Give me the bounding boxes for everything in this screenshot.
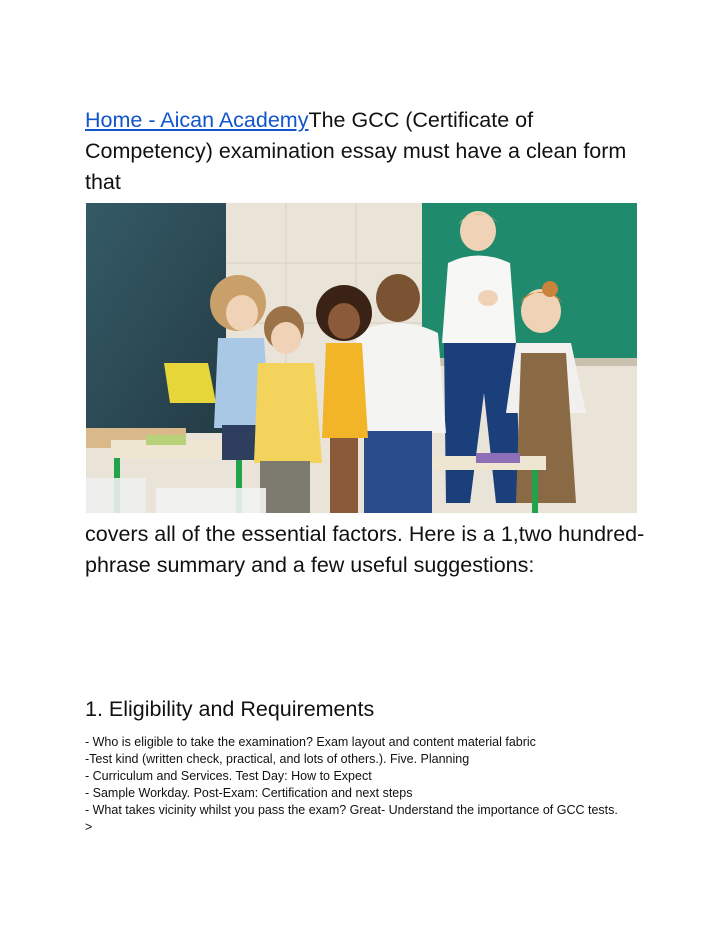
home-link[interactable]: Home - Aican Academy (85, 108, 309, 132)
intro-text: The GCC (Certificate of Competency) examination essay must have a clean form that (85, 108, 627, 194)
list-item: - What takes vicinity whilst you pass the exam? Great- Understand the importance of GCC tests. > (85, 803, 618, 834)
section-heading: 1. Eligibility and Requirements (85, 697, 375, 721)
yellow-chair (164, 363, 216, 403)
requirements-list (85, 734, 625, 836)
list-item: - Sample Workday. Post-Exam: Certification and next steps (85, 786, 413, 800)
continued-paragraph: covers all of the essential factors. Here is a 1,two hundred-phrase summary and a few useful suggestions: (85, 522, 645, 577)
classroom-photo (86, 203, 637, 513)
list-item: - Curriculum and Services. Test Day: How to Expect (85, 769, 372, 783)
intro-paragraph (85, 105, 645, 198)
list-item: - Who is eligible to take the examination? Exam layout and content material fabric (85, 735, 536, 749)
list-item: -Test kind (written check, practical, and lots of others.). Five. Planning (85, 752, 470, 766)
